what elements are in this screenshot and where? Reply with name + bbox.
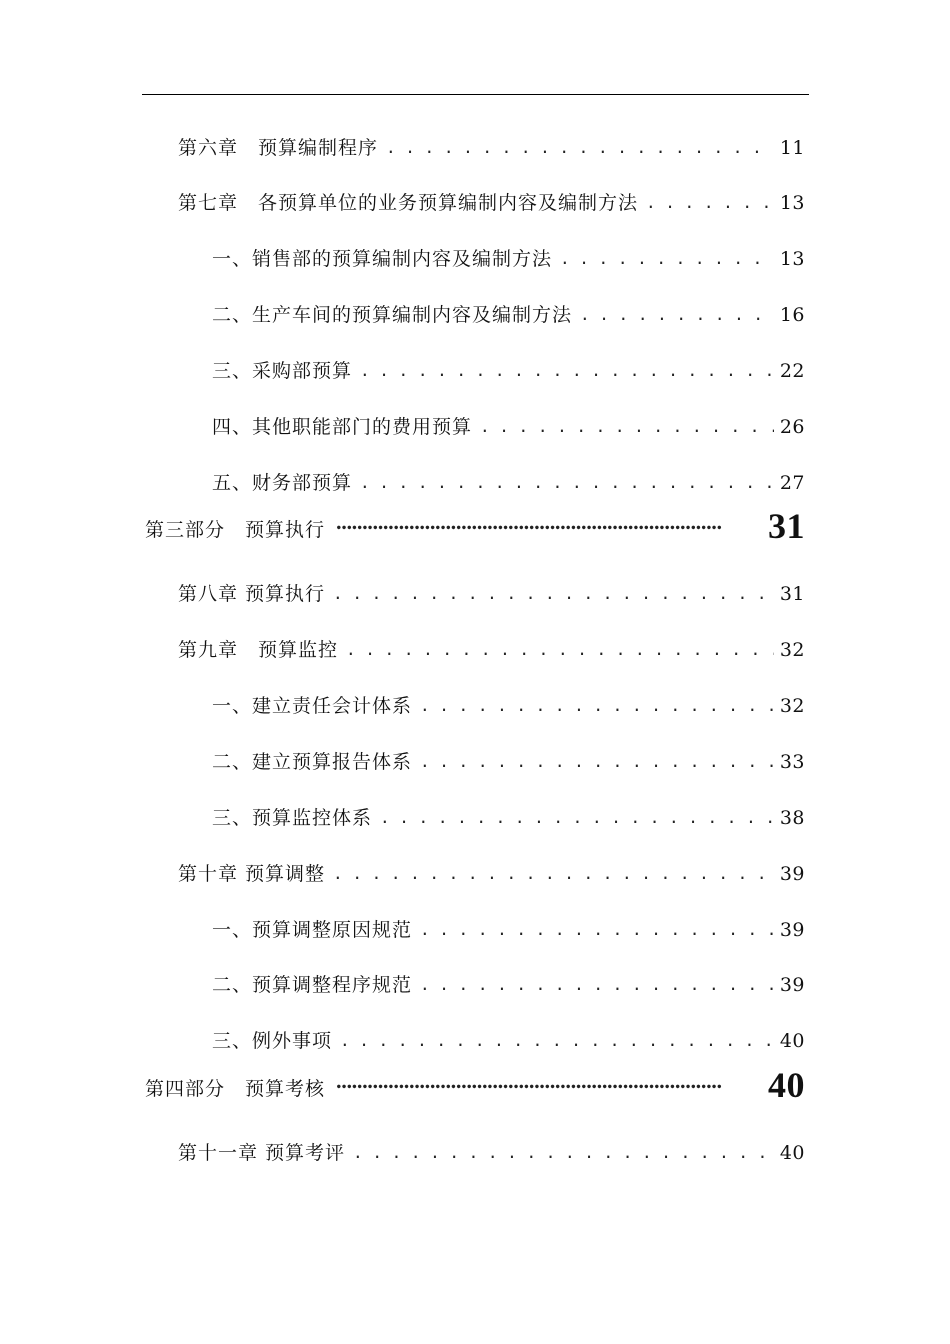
toc-page-number: 39	[779, 919, 805, 941]
toc-page-number: 22	[779, 360, 805, 382]
toc-entry[interactable]	[212, 1027, 805, 1055]
dot-leader	[420, 971, 774, 999]
header-rule	[142, 94, 809, 95]
dot-leader	[346, 636, 774, 664]
toc-entry[interactable]	[178, 1139, 805, 1167]
toc-page-number: 31	[768, 506, 805, 546]
toc-page-number: 26	[779, 416, 805, 438]
toc-entry[interactable]	[212, 748, 805, 776]
dot-leader	[420, 692, 774, 720]
dot-leader	[646, 189, 774, 217]
toc-entry-title: 第三部分 预算执行	[145, 519, 326, 541]
dot-leader	[337, 508, 760, 552]
toc-entry[interactable]	[212, 916, 805, 944]
dot-leader	[386, 134, 774, 162]
toc-page-number: 13	[779, 248, 805, 270]
toc-page-number: 32	[779, 695, 805, 717]
toc-entry-title: 三、预算监控体系	[212, 807, 373, 829]
toc-entry-title: 五、财务部预算	[212, 472, 353, 494]
toc-entry[interactable]	[212, 301, 805, 329]
dot-leader	[560, 245, 774, 273]
dot-leader	[360, 357, 774, 385]
toc-page-number: 33	[779, 751, 805, 773]
toc-entry[interactable]	[178, 636, 805, 664]
dot-leader	[337, 1067, 760, 1111]
toc-entry-title: 一、销售部的预算编制内容及编制方法	[212, 248, 553, 270]
toc-entry[interactable]	[212, 357, 805, 385]
dot-leader	[580, 301, 774, 329]
toc-entry-title: 第十一章 预算考评	[178, 1142, 346, 1164]
toc-entry[interactable]	[178, 134, 805, 162]
dot-leader	[380, 804, 774, 832]
toc-page-number: 39	[779, 974, 805, 996]
toc-entry[interactable]	[212, 971, 805, 999]
dot-leader	[353, 1139, 774, 1167]
toc-page-number: 13	[779, 192, 805, 214]
toc-entry[interactable]	[212, 413, 805, 441]
toc-entry[interactable]	[178, 189, 805, 217]
toc-entry-title: 第八章 预算执行	[178, 583, 326, 605]
dot-leader	[340, 1027, 774, 1055]
toc-part-entry[interactable]	[145, 1067, 805, 1111]
toc-page-number: 40	[779, 1030, 805, 1052]
toc-entry-title: 四、其他职能部门的费用预算	[212, 416, 473, 438]
toc-entry-title: 第十章 预算调整	[178, 863, 326, 885]
dot-leader	[333, 580, 774, 608]
toc-entry-title: 一、预算调整原因规范	[212, 919, 413, 941]
toc-page-number: 31	[779, 583, 805, 605]
toc-entry-title: 第九章 预算监控	[178, 639, 339, 661]
toc-page-number: 40	[768, 1065, 805, 1105]
dot-leader	[420, 916, 774, 944]
toc-page-number: 39	[779, 863, 805, 885]
toc-part-entry[interactable]	[145, 508, 805, 552]
toc-entry-title: 二、生产车间的预算编制内容及编制方法	[212, 304, 573, 326]
toc-entry[interactable]	[178, 860, 805, 888]
toc-page-number: 11	[779, 137, 805, 159]
toc-page-number: 38	[779, 807, 805, 829]
dot-leader	[480, 413, 774, 441]
dot-leader	[420, 748, 774, 776]
toc-entry-title: 第四部分 预算考核	[145, 1078, 326, 1100]
dot-leader	[360, 469, 774, 497]
toc-entry-title: 一、建立责任会计体系	[212, 695, 413, 717]
toc-entry[interactable]	[212, 469, 805, 497]
toc-entry-title: 二、预算调整程序规范	[212, 974, 413, 996]
toc-entry-title: 二、建立预算报告体系	[212, 751, 413, 773]
toc-entry[interactable]	[178, 580, 805, 608]
toc-entry-title: 第七章 各预算单位的业务预算编制内容及编制方法	[178, 192, 639, 214]
dot-leader	[333, 860, 774, 888]
toc-page-number: 27	[779, 472, 805, 494]
toc-entry-title: 三、采购部预算	[212, 360, 353, 382]
toc-page-number: 16	[779, 304, 805, 326]
toc-entry-title: 三、例外事项	[212, 1030, 333, 1052]
toc-entry[interactable]	[212, 245, 805, 273]
toc-entry[interactable]	[212, 692, 805, 720]
toc-entry-title: 第六章 预算编制程序	[178, 137, 379, 159]
toc-page-number: 40	[779, 1142, 805, 1164]
toc-entry[interactable]	[212, 804, 805, 832]
toc-page-number: 32	[779, 639, 805, 661]
